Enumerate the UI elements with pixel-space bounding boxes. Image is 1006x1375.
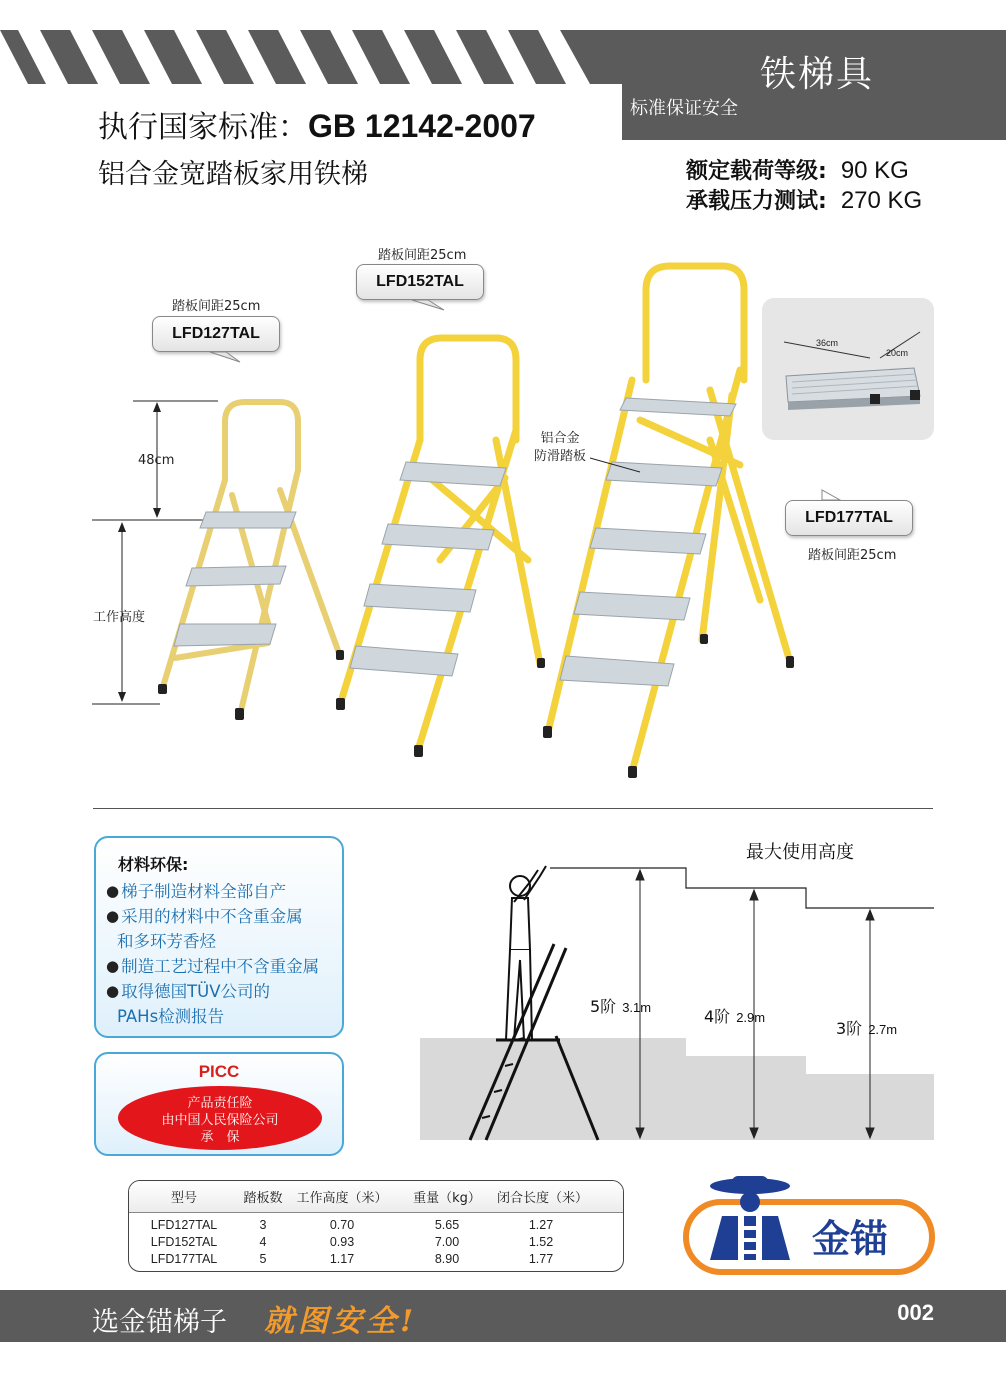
table-cell: 7.00 <box>434 1234 460 1249</box>
spec-test-value: 270 KG <box>840 187 923 214</box>
height-step-value: 3.1m <box>622 1000 652 1015</box>
ladder-lfd127-treads <box>174 512 296 646</box>
table-header-cell: 踏板数 <box>243 1191 283 1206</box>
spec-load-label: 额定载荷等级: <box>686 159 827 184</box>
table-cell: 5.65 <box>434 1217 460 1232</box>
eco-item-text: PAHs检测报告 <box>117 1007 225 1026</box>
spec-table <box>128 1180 624 1272</box>
spec-load <box>686 154 909 185</box>
spec-load-value: 90 KG <box>840 157 909 184</box>
ladder-lfd152-treads <box>350 462 506 676</box>
table-cell: 4 <box>259 1234 267 1249</box>
eco-box <box>94 836 344 1038</box>
table-cell: 1.27 <box>528 1217 554 1232</box>
tread-label: 铝合金 防滑踏板 <box>534 431 587 464</box>
callout-lfd127: LFD127TAL <box>152 316 280 352</box>
eco-item-text: 和多环芳香烃 <box>117 932 216 951</box>
callout-lfd152: LFD152TAL <box>356 264 484 300</box>
header-stripes <box>0 30 620 84</box>
table-header-cell: 闭合长度（米） <box>497 1191 589 1206</box>
eco-item-text: 制造工艺过程中不含重金属 <box>121 957 320 976</box>
standard-code: GB 12142-2007 <box>308 108 536 144</box>
table-cell: 1.17 <box>329 1251 355 1266</box>
footer-slogan: 选金锚梯子 <box>92 1307 227 1338</box>
height-step-3 <box>836 1016 897 1039</box>
callout-lfd177: LFD177TAL <box>785 500 913 536</box>
eco-item-cont <box>106 929 334 954</box>
eco-item: ● 采用的材料中不含重金属 <box>106 904 334 929</box>
eco-item: ● 制造工艺过程中不含重金属 <box>106 954 334 979</box>
height-step-label: 4阶 <box>704 1007 731 1026</box>
height-step-value: 2.7m <box>868 1022 898 1037</box>
table-row <box>129 1233 623 1250</box>
table-row <box>129 1250 623 1267</box>
height-step-5 <box>590 994 651 1017</box>
max-height-title: 最大使用高度 <box>746 842 854 863</box>
dim-top-rail: 48cm <box>138 453 175 468</box>
eco-item-text: 取得德国TÜV公司的 <box>121 982 271 1001</box>
eco-item: ● 梯子制造材料全部自产 <box>106 879 334 904</box>
standard-line <box>98 102 536 146</box>
section-divider <box>93 808 933 809</box>
page-number: 002 <box>897 1300 934 1325</box>
table-header-cell: 重量（kg） <box>413 1191 481 1206</box>
eco-item-cont <box>106 1004 334 1029</box>
height-step-4 <box>704 1004 765 1027</box>
picc-line-1: 产品责任险 <box>187 1096 253 1111</box>
spec-test <box>686 184 922 215</box>
picc-title: PICC <box>198 1062 240 1081</box>
eco-item: ● 取得德国TÜV公司的 <box>106 979 334 1004</box>
table-header-cell: 型号 <box>170 1191 197 1206</box>
table-cell: 0.93 <box>329 1234 355 1249</box>
table-cell: 0.70 <box>329 1217 355 1232</box>
table-cell: 1.77 <box>528 1251 554 1266</box>
footer <box>0 1290 1006 1342</box>
eco-item-text: 采用的材料中不含重金属 <box>121 907 303 926</box>
tread-width-label: 36cm <box>816 338 839 348</box>
picc-line-2: 由中国人民保险公司 <box>161 1113 279 1128</box>
height-step-value: 2.9m <box>736 1010 766 1025</box>
table-header-cell: 工作高度（米） <box>296 1191 388 1206</box>
table-header <box>129 1181 623 1213</box>
height-step-label: 3阶 <box>836 1019 863 1038</box>
table-cell: 5 <box>259 1251 267 1266</box>
table-cell: 8.90 <box>434 1251 460 1266</box>
eco-title: 材料环保: <box>118 855 189 874</box>
spec-test-label: 承载压力测试: <box>686 189 827 214</box>
table-cell: 1.52 <box>528 1234 554 1249</box>
height-diagram <box>418 836 938 1146</box>
ladder-lfd127 <box>162 402 340 715</box>
product-line: 铝合金宽踏板家用铁梯 <box>98 159 368 190</box>
ladder-note-3: 踏板间距25cm <box>808 548 897 563</box>
table-cell: LFD127TAL <box>150 1217 218 1232</box>
ladder-note-1: 踏板间距25cm <box>172 299 261 314</box>
table-cell: 3 <box>259 1217 267 1232</box>
picc-box <box>94 1052 344 1156</box>
footer-safety: 就图安全! <box>264 1304 418 1339</box>
standard-prefix: 执行国家标准： <box>98 110 308 145</box>
table-cell: LFD177TAL <box>150 1251 218 1266</box>
eco-item-text: 梯子制造材料全部自产 <box>121 882 287 901</box>
height-step-label: 5阶 <box>590 997 617 1016</box>
header-title: 铁梯具 <box>760 54 875 95</box>
ladder-note-2: 踏板间距25cm <box>378 248 467 263</box>
tread-depth-label: 20cm <box>886 348 909 358</box>
tread-drawing <box>762 298 934 440</box>
brand-name: 金锚 <box>812 1217 889 1261</box>
ladder-lfd177 <box>548 266 790 772</box>
table-row <box>129 1216 623 1233</box>
brand-logo <box>682 1172 936 1276</box>
dim-working-height: 工作高度 <box>93 610 146 625</box>
header-subtitle: 标准保证安全 <box>630 98 738 119</box>
picc-line-3: 承 保 <box>200 1130 240 1145</box>
table-cell: LFD152TAL <box>150 1234 218 1249</box>
